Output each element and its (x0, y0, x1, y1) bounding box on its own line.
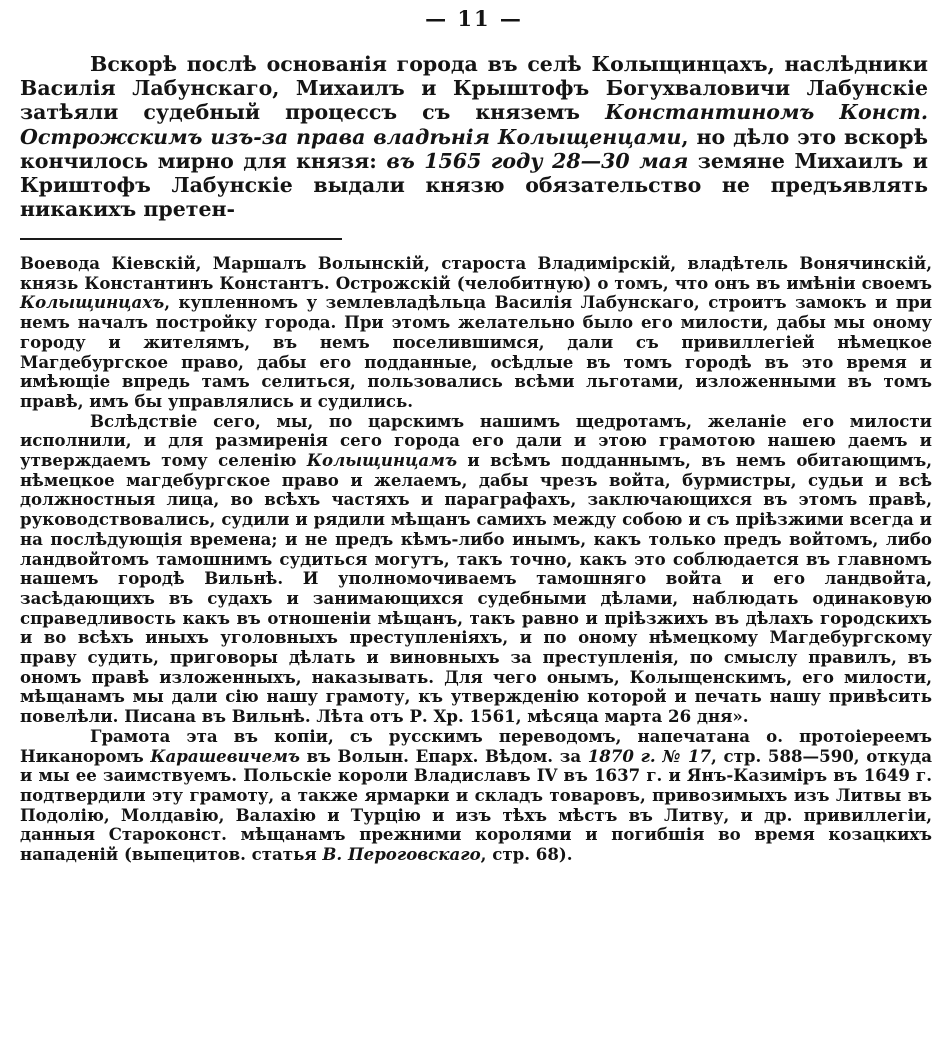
footnote-paragraph-2 (20, 412, 932, 727)
fn1-segment-2: Колыщинцахъ (20, 292, 165, 313)
fn1-segment-1: Воевода Кіевскій, Маршалъ Волынскій, староста Владимірскій, владѣтель Вонячинскій, князь Константинъ Константъ. Острожскій (челобитную) о томъ, что онъ въ имѣніи своемъ (20, 253, 932, 293)
fn2-segment-1: Вслѣдствіе сего, мы, по царскимъ нашимъ щедротамъ, желаніе его милости исполнили, и для размиренія сего города его дали и этою грамотою нашею даемъ и утверждаемъ тому селенію (20, 410, 932, 471)
main-segment-1: Вскорѣ послѣ основанія города въ селѣ Колыщинцахъ, наслѣдники Василія Лабунскаго, Михаилъ и Крыштофъ Богухваловичи Лабунскіе затѣяли судебный процессъ съ княземъ (20, 52, 928, 125)
main-segment-3: , но дѣло это вскорѣ кончилось мирно для князя: (20, 124, 928, 173)
fn2-segment-2: Колыщинцамъ (306, 450, 458, 471)
fn3-segment-4: 1870 г. № 17 (587, 745, 712, 766)
footnote-separator (20, 238, 342, 240)
footnote-paragraph-1 (20, 254, 932, 412)
main-segment-5: земяне Михаилъ и Криштофъ Лабунскіе выдали князю обязательство не предъявлять никакихъ претен- (20, 148, 928, 222)
fn3-segment-2: Карашевичемъ (150, 745, 300, 766)
fn3-segment-3: въ Волын. Епарх. Вѣдом. за (299, 745, 588, 766)
main-segment-4: въ 1565 году 28—30 мая (386, 148, 689, 173)
fn3-segment-6: В. Пероговскаго (322, 844, 481, 865)
main-paragraph (20, 52, 928, 221)
fn2-segment-3: и всѣмъ подданнымъ, въ немъ обитающимъ, нѣмецкое магдебургское право и желаемъ, дабы чрезъ войта, бурмистры, судьи и всѣ должностныя лица, во всѣхъ частяхъ и параграфахъ, заключающихся въ этомъ правѣ, руководствовались, судили и рядили мѣщанъ самихъ между собою и съ пріѣзжими всегда и на послѣдующія времена; и не предъ кѣмъ-либо инымъ, какъ только предъ войтомъ, либо ландвойтомъ тамошнимъ судиться могутъ, такъ точно, какъ это соблюдается въ главномъ нашемъ городѣ Вильнѣ. И уполномочиваемъ тамошняго войта и его ландвойта, засѣдающихъ въ судахъ и занимающихся судебными дѣлами, наблюдать одинаковую справедливость какъ въ отношеніи мѣщанъ, такъ равно и пріѣзжихъ въ дѣлахъ городскихъ и во всѣхъ иныхъ уголовныхъ преступленіяхъ, и по оному нѣмецкому Магдебургскому праву судить, приговоры дѣлать и виновныхъ за преступленія, по смыслу правилъ, въ ономъ правѣ изложенныхъ, наказывать. Для чего онымъ, Колыщенскимъ, его милости, мѣщанамъ мы дали сію нашу грамоту, къ утвержденію которой и печать нашу привѣсить повелѣли. Писана въ Вильнѣ. Лѣта отъ Р. Хр. 1561, мѣсяца марта 26 дня». (20, 450, 933, 727)
page-number: — 11 — (425, 6, 523, 31)
fn3-segment-5: , стр. 588—590, откуда и мы ее заимствуемъ. Польскіе короли Владиславъ IV въ 1637 г. и Янъ-Казиміръ въ 1649 г. подтвердили эту грамоту, а также ярмарки и складъ товаровъ, привозимыхъ изъ Литвы въ Подолію, Молдавію, Валахію и Турцію и изъ тѣхъ мѣстъ въ Литву, и др. привиллегіи, данныя Староконст. мѣщанамъ прежними королями и погибшія во время козацкихъ нападеній (выпецитов. статья (20, 745, 932, 865)
fn1-segment-3: , купленномъ у землевладѣльца Василія Лабунскаго, строитъ замокъ и при немъ началъ постройку города. При этомъ желательно было его милости, дабы мы оному городу и жителямъ, въ немъ поселившимся, дали съ привиллегіей нѣмецкое Магдебургское право, дабы его подданные, осѣдлые въ томъ городѣ въ это время и имѣющіе впредь тамъ селиться, пользовались всѣми льготами, изложенными въ томъ правѣ, имъ бы управлялись и судились. (20, 292, 932, 411)
footnote-paragraph-3 (20, 727, 932, 865)
fn3-segment-1: Грамота эта въ копіи, съ русскимъ переводомъ, напечатана о. протоіереемъ Никаноромъ (20, 725, 932, 766)
footnotes-block (20, 254, 932, 865)
main-segment-2: Константиномъ Конст. Острожскимъ изъ-за права владѣнія Колыщенцами (20, 100, 928, 149)
fn3-segment-7: , стр. 68). (480, 844, 573, 865)
